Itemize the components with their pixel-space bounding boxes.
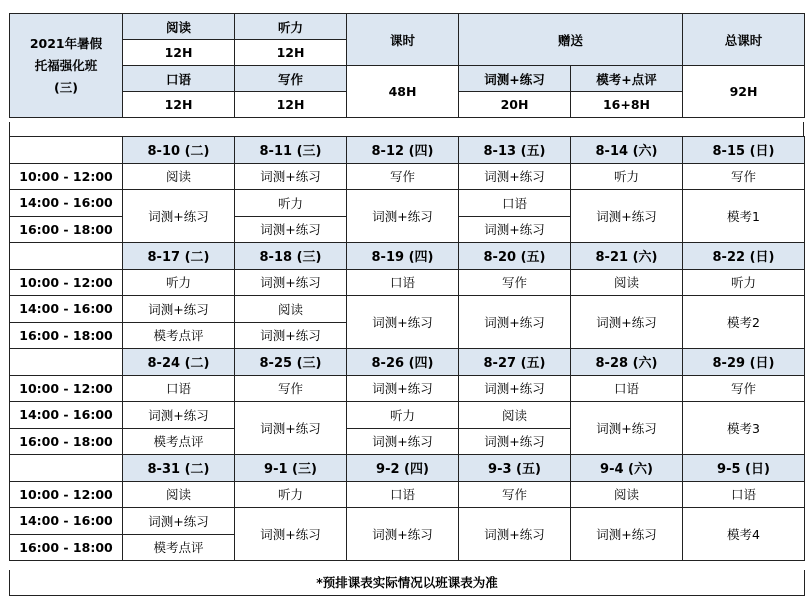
total-hours-label: 总课时 bbox=[683, 14, 805, 66]
session-cell: 模考1 bbox=[683, 190, 805, 243]
date-cell: 8-26 (四) bbox=[347, 349, 459, 376]
week-1-date-row bbox=[10, 137, 805, 164]
week-2-date-row bbox=[10, 243, 805, 270]
session-cell: 词测+练习 bbox=[347, 508, 459, 561]
session-cell: 模考3 bbox=[683, 402, 805, 455]
course-title: 2021年暑假 托福强化班 (三) bbox=[10, 14, 123, 118]
date-row-blank bbox=[10, 349, 123, 376]
week-3-date-row bbox=[10, 349, 805, 376]
date-cell: 8-24 (二) bbox=[123, 349, 235, 376]
summary-table bbox=[9, 13, 805, 118]
date-row-blank bbox=[10, 243, 123, 270]
session-cell: 阅读 bbox=[123, 481, 235, 508]
time-slot: 10:00 - 12:00 bbox=[10, 269, 123, 296]
session-cell: 词测+练习 bbox=[235, 269, 347, 296]
writing-hours: 12H bbox=[235, 92, 347, 118]
session-cell: 口语 bbox=[123, 375, 235, 402]
session-cell: 写作 bbox=[459, 481, 571, 508]
date-row-blank bbox=[10, 455, 123, 482]
session-cell: 阅读 bbox=[571, 269, 683, 296]
session-cell: 阅读 bbox=[123, 163, 235, 190]
listening-label: 听力 bbox=[235, 14, 347, 40]
session-cell: 词测+练习 bbox=[235, 322, 347, 349]
speaking-hours: 12H bbox=[123, 92, 235, 118]
date-cell: 9-5 (日) bbox=[683, 455, 805, 482]
time-slot: 14:00 - 16:00 bbox=[10, 296, 123, 323]
bonus-test-label: 词测+练习 bbox=[459, 66, 571, 92]
date-cell: 8-13 (五) bbox=[459, 137, 571, 164]
session-cell: 词测+练习 bbox=[459, 508, 571, 561]
date-cell: 8-20 (五) bbox=[459, 243, 571, 270]
time-slot: 14:00 - 16:00 bbox=[10, 508, 123, 535]
date-cell: 9-1 (三) bbox=[235, 455, 347, 482]
time-slot: 14:00 - 16:00 bbox=[10, 190, 123, 217]
week-4-date-row bbox=[10, 455, 805, 482]
date-row-blank bbox=[10, 137, 123, 164]
time-slot: 14:00 - 16:00 bbox=[10, 402, 123, 429]
session-cell: 词测+练习 bbox=[459, 216, 571, 243]
session-cell: 词测+练习 bbox=[571, 190, 683, 243]
session-cell: 词测+练习 bbox=[459, 296, 571, 349]
session-cell: 写作 bbox=[683, 163, 805, 190]
speaking-label: 口语 bbox=[123, 66, 235, 92]
session-cell: 听力 bbox=[123, 269, 235, 296]
date-cell: 8-28 (六) bbox=[571, 349, 683, 376]
session-cell: 词测+练习 bbox=[571, 508, 683, 561]
date-cell: 8-19 (四) bbox=[347, 243, 459, 270]
session-cell: 写作 bbox=[235, 375, 347, 402]
footer-note: *预排课表实际情况以班课表为准 bbox=[9, 570, 805, 596]
session-cell: 词测+练习 bbox=[571, 296, 683, 349]
session-cell: 口语 bbox=[571, 375, 683, 402]
week-3-morning-row bbox=[10, 375, 805, 402]
class-hours-value: 48H bbox=[347, 66, 459, 118]
session-cell: 模考4 bbox=[683, 508, 805, 561]
date-cell: 8-18 (三) bbox=[235, 243, 347, 270]
bonus-mock-hours: 16+8H bbox=[571, 92, 683, 118]
week-1-morning-row bbox=[10, 163, 805, 190]
date-cell: 8-14 (六) bbox=[571, 137, 683, 164]
session-cell: 听力 bbox=[571, 163, 683, 190]
listening-hours: 12H bbox=[235, 40, 347, 66]
date-cell: 8-12 (四) bbox=[347, 137, 459, 164]
session-cell: 口语 bbox=[347, 269, 459, 296]
session-cell: 阅读 bbox=[571, 481, 683, 508]
time-slot: 16:00 - 18:00 bbox=[10, 534, 123, 561]
session-cell: 模考点评 bbox=[123, 322, 235, 349]
week-4-afternoon-row bbox=[10, 508, 805, 535]
date-cell: 8-15 (日) bbox=[683, 137, 805, 164]
date-cell: 8-21 (六) bbox=[571, 243, 683, 270]
session-cell: 词测+练习 bbox=[347, 190, 459, 243]
date-cell: 9-3 (五) bbox=[459, 455, 571, 482]
week-3-afternoon-row bbox=[10, 402, 805, 429]
session-cell: 词测+练习 bbox=[123, 190, 235, 243]
session-cell: 词测+练习 bbox=[123, 508, 235, 535]
bonus-mock-label: 模考+点评 bbox=[571, 66, 683, 92]
session-cell: 词测+练习 bbox=[571, 402, 683, 455]
session-cell: 口语 bbox=[683, 481, 805, 508]
reading-hours: 12H bbox=[123, 40, 235, 66]
class-hours-label: 课时 bbox=[347, 14, 459, 66]
bonus-label: 赠送 bbox=[459, 14, 683, 66]
date-cell: 9-2 (四) bbox=[347, 455, 459, 482]
session-cell: 模考点评 bbox=[123, 534, 235, 561]
date-cell: 8-10 (二) bbox=[123, 137, 235, 164]
session-cell: 词测+练习 bbox=[347, 428, 459, 455]
session-cell: 口语 bbox=[347, 481, 459, 508]
time-slot: 10:00 - 12:00 bbox=[10, 375, 123, 402]
session-cell: 写作 bbox=[683, 375, 805, 402]
session-cell: 词测+练习 bbox=[347, 296, 459, 349]
session-cell: 写作 bbox=[459, 269, 571, 296]
time-slot: 10:00 - 12:00 bbox=[10, 481, 123, 508]
session-cell: 词测+练习 bbox=[235, 163, 347, 190]
date-cell: 8-25 (三) bbox=[235, 349, 347, 376]
week-2-morning-row bbox=[10, 269, 805, 296]
date-cell: 8-17 (二) bbox=[123, 243, 235, 270]
session-cell: 词测+练习 bbox=[123, 402, 235, 429]
week-4-morning-row bbox=[10, 481, 805, 508]
session-cell: 词测+练习 bbox=[347, 375, 459, 402]
session-cell: 写作 bbox=[347, 163, 459, 190]
session-cell: 阅读 bbox=[235, 296, 347, 323]
bonus-test-hours: 20H bbox=[459, 92, 571, 118]
date-cell: 8-11 (三) bbox=[235, 137, 347, 164]
week-1-afternoon-row bbox=[10, 190, 805, 217]
session-cell: 阅读 bbox=[459, 402, 571, 429]
session-cell: 口语 bbox=[459, 190, 571, 217]
session-cell: 词测+练习 bbox=[459, 163, 571, 190]
date-cell: 8-27 (五) bbox=[459, 349, 571, 376]
session-cell: 词测+练习 bbox=[459, 428, 571, 455]
session-cell: 模考2 bbox=[683, 296, 805, 349]
session-cell: 模考点评 bbox=[123, 428, 235, 455]
date-cell: 9-4 (六) bbox=[571, 455, 683, 482]
schedule-table bbox=[9, 136, 805, 561]
session-cell: 听力 bbox=[235, 481, 347, 508]
total-hours-value: 92H bbox=[683, 66, 805, 118]
date-cell: 8-22 (日) bbox=[683, 243, 805, 270]
section-divider bbox=[9, 122, 804, 136]
session-cell: 词测+练习 bbox=[235, 402, 347, 455]
session-cell: 词测+练习 bbox=[235, 508, 347, 561]
date-cell: 8-29 (日) bbox=[683, 349, 805, 376]
session-cell: 听力 bbox=[235, 190, 347, 217]
session-cell: 词测+练习 bbox=[123, 296, 235, 323]
time-slot: 16:00 - 18:00 bbox=[10, 216, 123, 243]
writing-label: 写作 bbox=[235, 66, 347, 92]
reading-label: 阅读 bbox=[123, 14, 235, 40]
session-cell: 听力 bbox=[683, 269, 805, 296]
time-slot: 16:00 - 18:00 bbox=[10, 428, 123, 455]
session-cell: 听力 bbox=[347, 402, 459, 429]
week-2-afternoon-row bbox=[10, 296, 805, 323]
time-slot: 10:00 - 12:00 bbox=[10, 163, 123, 190]
session-cell: 词测+练习 bbox=[459, 375, 571, 402]
session-cell: 词测+练习 bbox=[235, 216, 347, 243]
date-cell: 8-31 (二) bbox=[123, 455, 235, 482]
time-slot: 16:00 - 18:00 bbox=[10, 322, 123, 349]
